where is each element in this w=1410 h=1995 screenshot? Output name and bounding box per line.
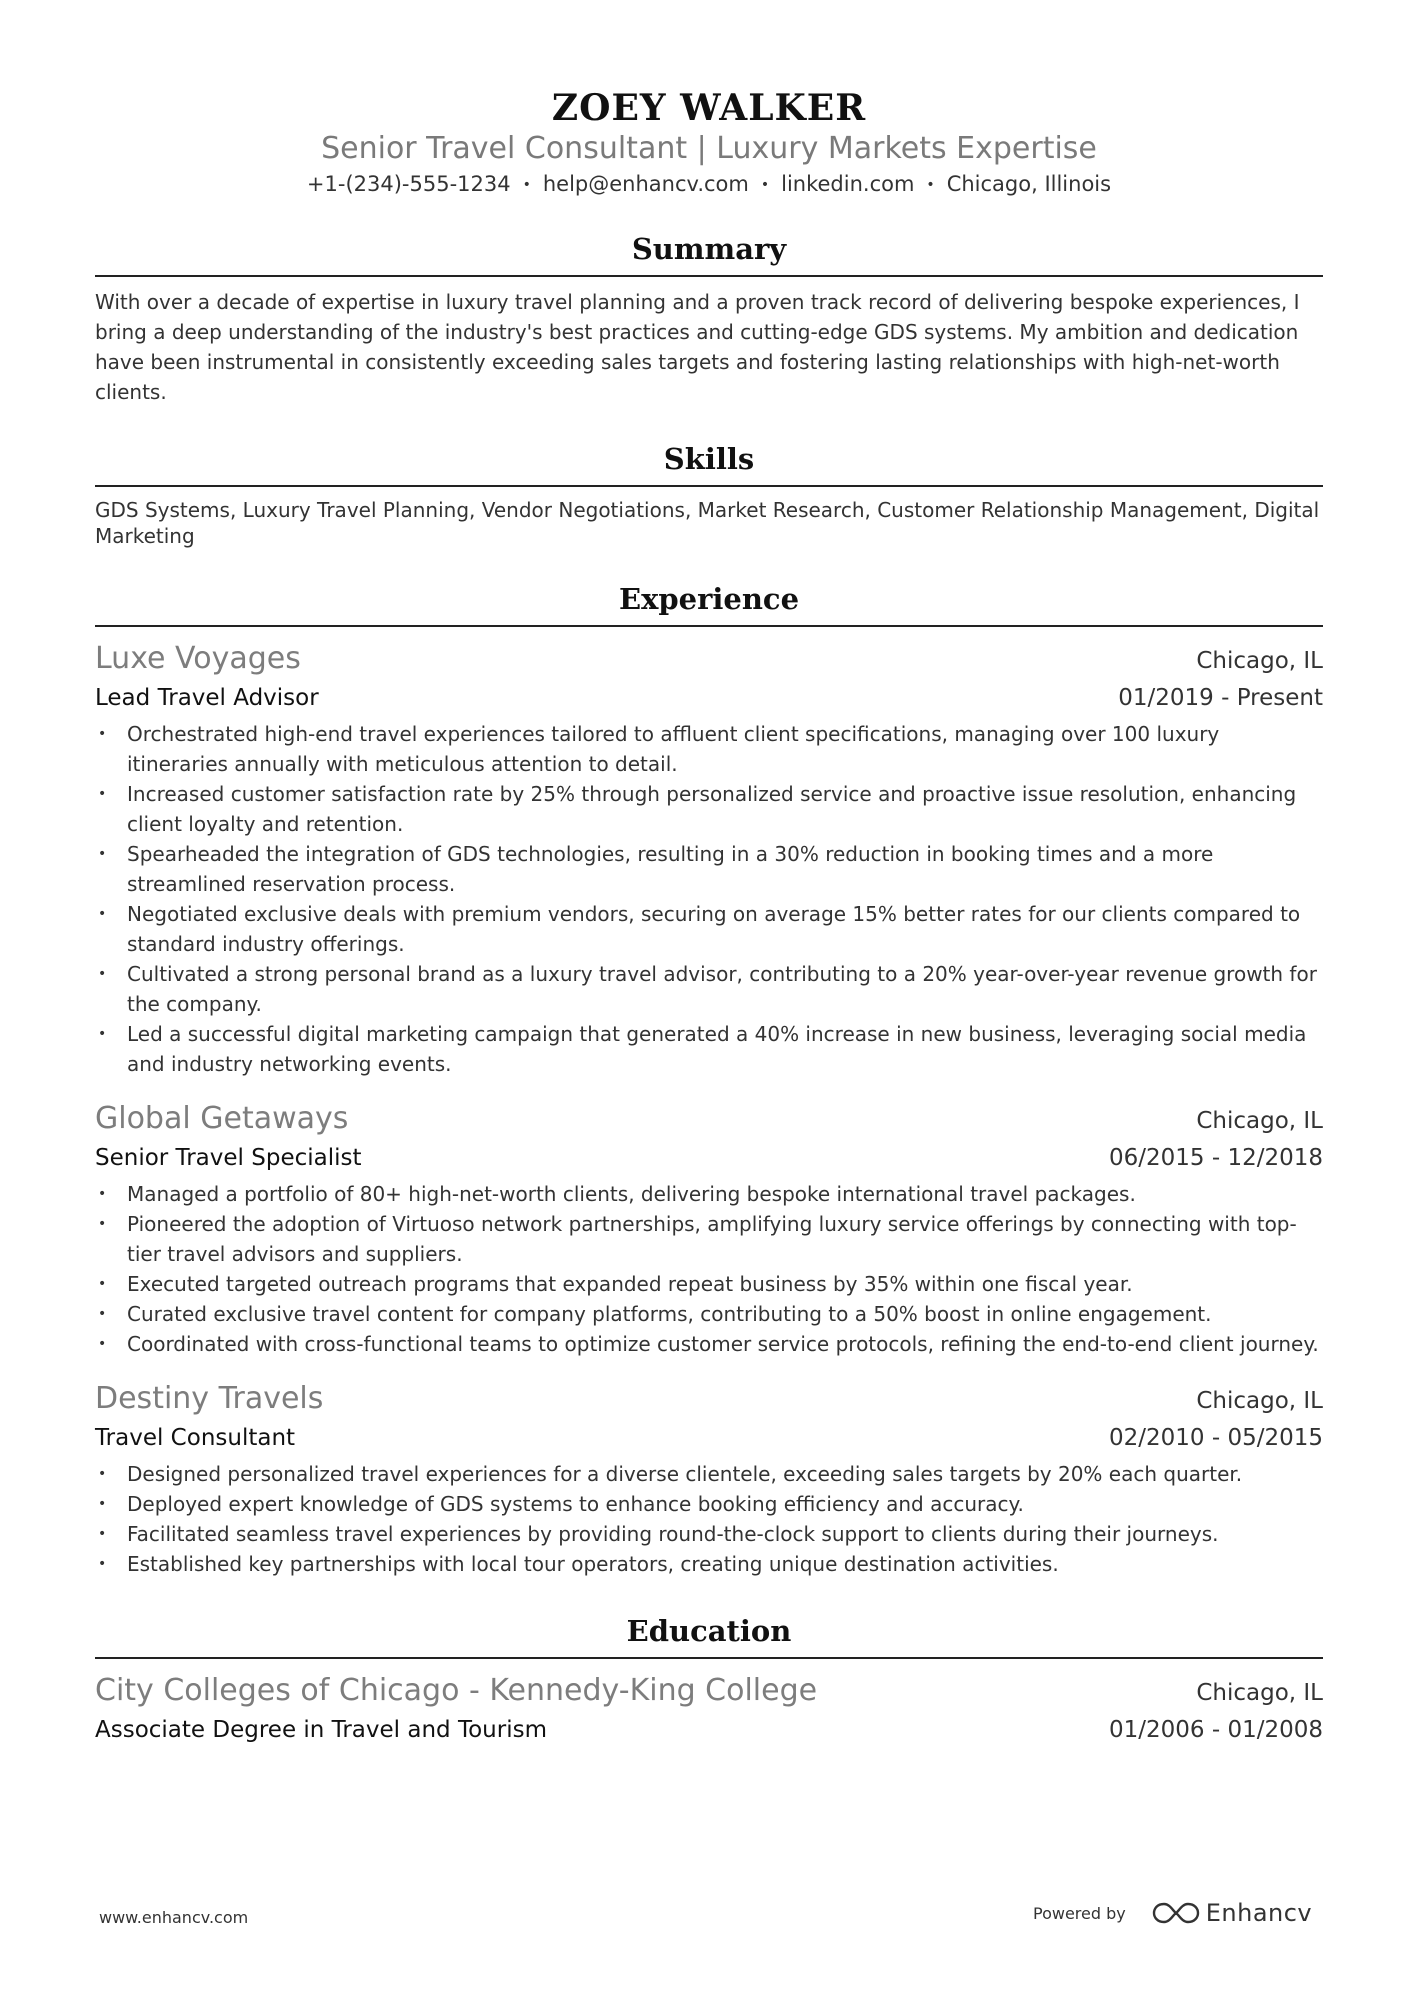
bullet-text: Designed personalized travel experiences for a diverse clientele, exceeding sales targets by 20% each quarter. xyxy=(127,1462,1243,1486)
bullet-item xyxy=(95,1459,1323,1489)
bullet-item xyxy=(95,1019,1323,1079)
bullet-dot-icon: • xyxy=(98,1556,107,1572)
job-bullets xyxy=(95,1459,1323,1579)
summary-text: With over a decade of expertise in luxury travel planning and a proven track record of delivering bespoke experiences, I bring a deep understanding of the industry's best practices and cutting-edge GDS systems. My ambition and dedication have been instrumental in consistently exceeding sales targets and fostering lasting relationships with high-net-worth clients. xyxy=(95,290,1300,404)
education-dates: 01/2006 - 01/2008 xyxy=(1108,1717,1323,1743)
bullet-text: Curated exclusive travel content for company platforms, contributing to a 50% boost in online engagement. xyxy=(127,1302,1212,1326)
section-title-summary: Summary xyxy=(95,229,1323,277)
company-name: Global Getaways xyxy=(95,1101,349,1136)
bullet-text: Executed targeted outreach programs that expanded repeat business by 35% within one fiscal year. xyxy=(127,1272,1133,1296)
bullet-text: Pioneered the adoption of Virtuoso network partnerships, amplifying luxury service offerings by connecting with top-tier travel advisors and suppliers. xyxy=(127,1212,1297,1266)
bullet-dot-icon: • xyxy=(98,1306,107,1322)
section-title-experience: Experience xyxy=(95,579,1323,627)
bullet-dot-icon: • xyxy=(98,726,107,742)
separator-dot: • xyxy=(926,177,935,193)
bullet-text: Spearheaded the integration of GDS technologies, resulting in a 30% reduction in booking times and a more streamlined reservation process. xyxy=(127,842,1214,896)
education-header-row xyxy=(95,1671,1323,1713)
bullet-item xyxy=(95,779,1323,839)
phone[interactable]: +1-(234)-555-1234 xyxy=(306,172,511,196)
company-name: Destiny Travels xyxy=(95,1381,324,1416)
footer-branding xyxy=(1033,1899,1312,1927)
footer-website-link[interactable]: www.enhancv.com xyxy=(99,1908,249,1927)
job-header-row xyxy=(95,1099,1323,1141)
job-role: Senior Travel Specialist xyxy=(95,1145,362,1171)
bullet-dot-icon: • xyxy=(98,1026,107,1042)
bullet-dot-icon: • xyxy=(98,786,107,802)
skills-section xyxy=(95,439,1323,549)
bullet-item xyxy=(95,1179,1323,1209)
job-role-row xyxy=(95,1421,1323,1455)
school-location: Chicago, IL xyxy=(1196,1680,1323,1706)
bullet-text: Negotiated exclusive deals with premium vendors, securing on average 15% better rates for our clients compared to standard industry offerings. xyxy=(127,902,1301,956)
job-role: Travel Consultant xyxy=(95,1425,296,1451)
bullet-item xyxy=(95,959,1323,1019)
bullet-dot-icon: • xyxy=(98,1186,107,1202)
bullet-text: Led a successful digital marketing campaign that generated a 40% increase in new business, leveraging social media and industry networking events. xyxy=(127,1022,1307,1076)
job-dates: 01/2019 - Present xyxy=(1118,685,1323,711)
bullet-dot-icon: • xyxy=(98,1526,107,1542)
job-entry xyxy=(95,1379,1323,1579)
candidate-name: ZOEY WALKER xyxy=(551,87,867,129)
bullet-item xyxy=(95,839,1323,899)
bullet-dot-icon: • xyxy=(98,1276,107,1292)
bullet-text: Facilitated seamless travel experiences by providing round-the-clock support to clients during their journeys. xyxy=(127,1522,1219,1546)
skills-text: GDS Systems, Luxury Travel Planning, Vendor Negotiations, Market Research, Customer Relationship Management, Digital Marketing xyxy=(95,498,1320,548)
job-bullets xyxy=(95,719,1323,1079)
education-entry xyxy=(95,1671,1323,1747)
separator-dot: • xyxy=(522,177,531,193)
summary-section xyxy=(95,229,1323,407)
bullet-dot-icon: • xyxy=(98,1216,107,1232)
bullet-text: Coordinated with cross-functional teams to optimize customer service protocols, refining the end-to-end client journey. xyxy=(127,1332,1319,1356)
bullet-item xyxy=(95,1489,1323,1519)
bullet-text: Increased customer satisfaction rate by 25% through personalized service and proactive issue resolution, enhancing client loyalty and retention. xyxy=(127,782,1297,836)
job-location: Chicago, IL xyxy=(1196,1108,1323,1134)
job-bullets xyxy=(95,1179,1323,1359)
education-degree-row xyxy=(95,1713,1323,1747)
school-name: City Colleges of Chicago - Kennedy-King College xyxy=(95,1673,818,1708)
bullet-item xyxy=(95,1299,1323,1329)
job-entry xyxy=(95,639,1323,1079)
enhancv-brand-link[interactable] xyxy=(1152,1899,1312,1927)
job-role-row xyxy=(95,1141,1323,1175)
job-role: Lead Travel Advisor xyxy=(95,685,319,711)
bullet-text: Cultivated a strong personal brand as a luxury travel advisor, contributing to a 20% year-over-year revenue growth for the company. xyxy=(127,962,1317,1016)
bullet-dot-icon: • xyxy=(98,846,107,862)
education-section xyxy=(95,1611,1323,1747)
job-location: Chicago, IL xyxy=(1196,648,1323,674)
enhancv-logo-icon xyxy=(1152,1900,1200,1926)
job-dates: 02/2010 - 05/2015 xyxy=(1108,1425,1323,1451)
bullet-dot-icon: • xyxy=(98,906,107,922)
bullet-item xyxy=(95,899,1323,959)
brand-name: Enhancv xyxy=(1205,1899,1313,1927)
contact-line xyxy=(95,170,1323,199)
bullet-text: Established key partnerships with local tour operators, creating unique destination activities. xyxy=(127,1552,1059,1576)
job-location: Chicago, IL xyxy=(1196,1388,1323,1414)
job-header-row xyxy=(95,1379,1323,1421)
experience-section xyxy=(95,579,1323,1579)
bullet-text: Managed a portfolio of 80+ high-net-worth clients, delivering bespoke international travel packages. xyxy=(127,1182,1136,1206)
bullet-dot-icon: • xyxy=(98,1336,107,1352)
bullet-item xyxy=(95,1269,1323,1299)
headline: Senior Travel Consultant | Luxury Markets Expertise xyxy=(321,131,1097,166)
location: Chicago, Illinois xyxy=(946,172,1112,196)
bullet-dot-icon: • xyxy=(98,1496,107,1512)
resume-page xyxy=(95,0,1323,1747)
bullet-item xyxy=(95,1209,1323,1269)
bullet-dot-icon: • xyxy=(98,966,107,982)
bullet-item xyxy=(95,1329,1323,1359)
job-header-row xyxy=(95,639,1323,681)
section-title-education: Education xyxy=(95,1611,1323,1659)
job-entry xyxy=(95,1099,1323,1359)
bullet-item xyxy=(95,1549,1323,1579)
email-link[interactable]: help@enhancv.com xyxy=(542,172,749,196)
job-dates: 06/2015 - 12/2018 xyxy=(1108,1145,1323,1171)
bullet-item xyxy=(95,1519,1323,1549)
bullet-item xyxy=(95,719,1323,779)
section-title-skills: Skills xyxy=(95,439,1323,487)
degree: Associate Degree in Travel and Tourism xyxy=(95,1717,547,1743)
bullet-text: Orchestrated high-end travel experiences tailored to affluent client specifications, managing over 100 luxury itineraries annually with meticulous attention to detail. xyxy=(127,722,1220,776)
separator-dot: • xyxy=(760,177,770,193)
company-name: Luxe Voyages xyxy=(95,641,301,676)
bullet-dot-icon: • xyxy=(98,1466,107,1482)
linkedin-link[interactable]: linkedin.com xyxy=(781,172,915,196)
job-role-row xyxy=(95,681,1323,715)
powered-by-label: Powered by xyxy=(1033,1903,1126,1923)
bullet-text: Deployed expert knowledge of GDS systems to enhance booking efficiency and accuracy. xyxy=(127,1492,1024,1516)
